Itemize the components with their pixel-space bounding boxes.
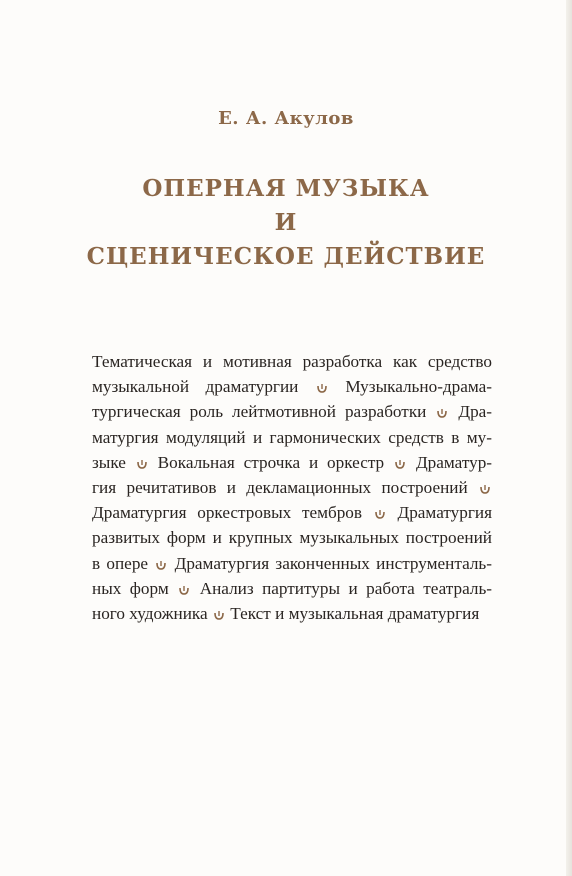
contents-item: Текст и музыкальная драматургия — [230, 604, 480, 624]
contents-item: Тематическая и мотивная разработка как средство — [92, 352, 492, 371]
contents-item: ного художника — [92, 604, 208, 624]
title-line-2: И — [274, 209, 298, 236]
ornament-separator-icon — [137, 459, 147, 469]
contents-line — [92, 551, 492, 576]
title-line-1: ОПЕРНАЯ МУЗЫКА — [142, 175, 430, 202]
contents-line — [92, 500, 492, 525]
contents-item: Вокальная строчка и оркестр — [157, 452, 385, 472]
contents-line — [92, 475, 492, 500]
contents-item: Драматур- — [415, 452, 493, 472]
contents-list — [92, 349, 492, 626]
page-edge — [566, 0, 572, 876]
author-name: Е. А. Акулов — [218, 108, 354, 129]
contents-item: ных форм — [92, 578, 169, 598]
contents-item: Драматургия законченных инструменталь- — [174, 553, 492, 573]
contents-item: Анализ партитуры и работа театраль- — [199, 578, 493, 598]
ornament-separator-icon — [395, 459, 405, 469]
contents-line — [92, 525, 492, 550]
ornament-separator-icon — [317, 383, 327, 393]
title-line-3: СЦЕНИЧЕСКОЕ ДЕЙСТВИЕ — [86, 243, 486, 270]
ornament-separator-icon — [179, 585, 189, 595]
contents-line — [92, 374, 492, 399]
contents-item: Драматургия оркестровых тембров — [92, 503, 363, 523]
contents-item: Драматургия — [397, 503, 492, 523]
contents-item: музыкальной драматургии — [92, 377, 299, 397]
ornament-separator-icon — [480, 484, 490, 494]
contents-item: развитых форм и крупных музыкальных построений — [92, 528, 492, 548]
contents-item: гия речитативов и декламационных построений — [92, 478, 468, 498]
contents-item: матургия модуляций и гармонических средств в му- — [92, 427, 492, 447]
contents-line — [92, 399, 492, 424]
contents-line — [92, 349, 492, 374]
contents-item: Дра- — [458, 402, 493, 422]
contents-line — [92, 450, 492, 475]
contents-item: в опере — [92, 553, 149, 573]
contents-item: зыке — [92, 452, 126, 472]
ornament-separator-icon — [437, 408, 447, 418]
contents-line — [92, 425, 492, 450]
ornament-separator-icon — [214, 610, 224, 620]
book-title — [0, 172, 572, 274]
ornament-separator-icon — [156, 560, 166, 570]
contents-item: Музыкально-драма- — [345, 377, 492, 397]
contents-line — [92, 601, 492, 626]
contents-line — [92, 576, 492, 601]
contents-item: тургическая роль лейтмотивной разработки — [92, 402, 427, 422]
ornament-separator-icon — [375, 509, 385, 519]
